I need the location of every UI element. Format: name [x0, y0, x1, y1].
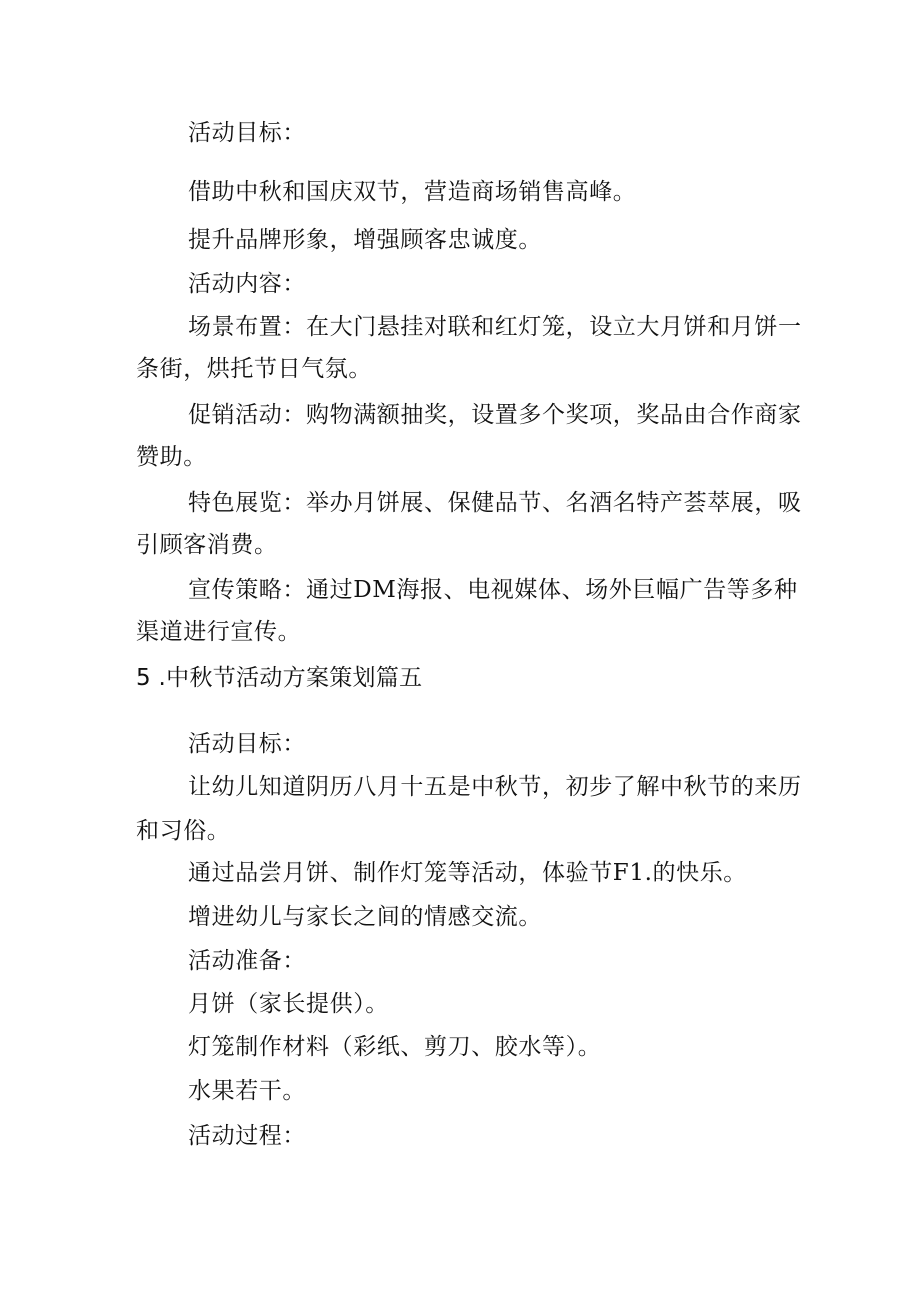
section5-process-label: 活动过程： — [188, 1123, 306, 1149]
promotion-line2: 赞助。 — [136, 444, 207, 470]
exhibition-line1: 特色展览：举办月饼展、保健品节、名酒名特产荟萃展，吸 — [188, 490, 802, 516]
section5-prep-label: 活动准备： — [188, 948, 306, 974]
section5-goal2: 通过品尝月饼、制作灯笼等活动，体验节F1.的快乐。 — [188, 860, 747, 886]
section5-goal-label: 活动目标： — [188, 731, 306, 757]
section4-goal-2: 提升品牌形象，增强顾客忠诚度。 — [188, 227, 542, 253]
publicity-line2: 渠道进行宣传。 — [136, 619, 302, 645]
prep-item-lantern-materials: 灯笼制作材料（彩纸、剪刀、胶水等）。 — [188, 1034, 602, 1060]
section5-goal3: 增进幼儿与家长之间的情感交流。 — [188, 904, 542, 930]
scene-layout-line1: 场景布置：在大门悬挂对联和红灯笼，设立大月饼和月饼一 — [188, 314, 802, 340]
section5-goal1-line2: 和习俗。 — [136, 818, 231, 844]
scene-layout-line2: 条街，烘托节日气氛。 — [136, 356, 372, 382]
section4-content-label: 活动内容： — [188, 271, 306, 297]
publicity-line1: 宣传策略：通过DM海报、电视媒体、场外巨幅广告等多种 — [188, 577, 798, 603]
section4-goal-label: 活动目标： — [188, 120, 306, 146]
section5-heading: 5 .中秋节活动方案策划篇五 — [136, 665, 423, 691]
promotion-line1: 促销活动：购物满额抽奖，设置多个奖项，奖品由合作商家 — [188, 402, 802, 428]
prep-item-mooncakes: 月饼（家长提供）。 — [188, 991, 389, 1017]
section5-goal1-line1: 让幼儿知道阴历八月十五是中秋节，初步了解中秋节的来历 — [188, 774, 802, 800]
section4-goal-1: 借助中秋和国庆双节，营造商场销售高峰。 — [188, 179, 637, 205]
prep-item-fruit: 水果若干。 — [188, 1078, 306, 1104]
exhibition-line2: 引顾客消费。 — [136, 532, 278, 558]
